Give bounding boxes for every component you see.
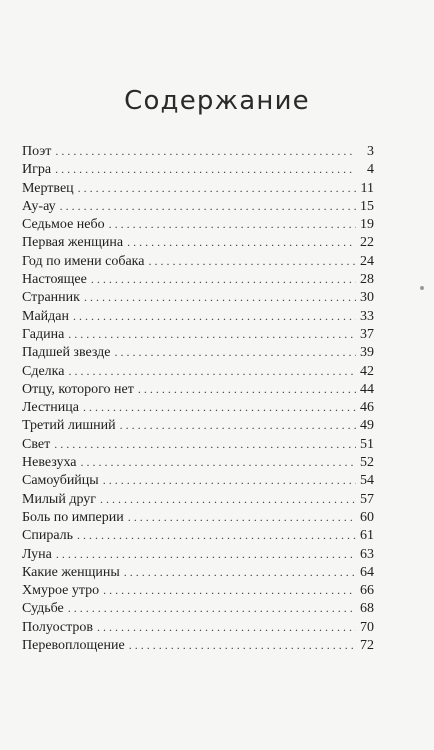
entry-page: 42 bbox=[360, 363, 374, 379]
toc-entry bbox=[22, 435, 374, 453]
entry-title: Невезуха bbox=[22, 455, 77, 471]
dot-leader bbox=[124, 563, 356, 581]
entry-title: Игра bbox=[22, 162, 52, 178]
entry-title: Свет bbox=[22, 436, 51, 452]
toc-entry bbox=[22, 471, 374, 489]
entry-page: 57 bbox=[360, 491, 374, 507]
entry-title: Какие женщины bbox=[22, 564, 120, 580]
entry-page: 22 bbox=[360, 235, 374, 251]
entry-title: Поэт bbox=[22, 144, 52, 159]
toc-entry bbox=[22, 490, 374, 508]
toc-entry bbox=[22, 581, 374, 599]
dot-leader bbox=[60, 197, 356, 215]
entry-title: Ау-ау bbox=[22, 198, 56, 214]
dot-leader bbox=[73, 307, 356, 325]
dot-leader bbox=[103, 581, 356, 599]
entry-page: 24 bbox=[360, 253, 374, 269]
entry-page: 68 bbox=[360, 601, 374, 617]
entry-page: 46 bbox=[360, 400, 374, 416]
table-of-contents bbox=[22, 142, 374, 654]
toc-entry bbox=[22, 362, 374, 380]
entry-page: 28 bbox=[360, 272, 374, 288]
dot-leader bbox=[68, 599, 356, 617]
entry-page: 49 bbox=[360, 418, 374, 434]
entry-title: Луна bbox=[22, 546, 52, 562]
toc-entry bbox=[22, 343, 374, 361]
entry-page: 37 bbox=[360, 326, 374, 342]
dot-leader bbox=[68, 325, 356, 343]
entry-page: 4 bbox=[367, 162, 374, 178]
toc-entry bbox=[22, 398, 374, 416]
toc-entry bbox=[22, 142, 374, 160]
dot-leader bbox=[103, 471, 356, 489]
dot-leader bbox=[78, 179, 356, 197]
entry-title: Отцу, которого нет bbox=[22, 381, 134, 397]
toc-entry bbox=[22, 563, 374, 581]
dot-leader bbox=[138, 380, 356, 398]
entry-page: 44 bbox=[360, 381, 374, 397]
dot-leader bbox=[115, 343, 357, 361]
toc-entry bbox=[22, 416, 374, 434]
entry-title: Падшей звезде bbox=[22, 345, 111, 361]
entry-title: Третий лишний bbox=[22, 418, 116, 434]
dot-leader bbox=[91, 270, 356, 288]
entry-page: 66 bbox=[360, 583, 374, 599]
entry-title: Спираль bbox=[22, 528, 74, 544]
entry-page: 61 bbox=[360, 528, 374, 544]
entry-title: Гадина bbox=[22, 326, 65, 342]
toc-entry bbox=[22, 288, 374, 306]
toc-entry bbox=[22, 233, 374, 251]
entry-page: 33 bbox=[360, 308, 374, 324]
toc-entry bbox=[22, 508, 374, 526]
toc-entry bbox=[22, 545, 374, 563]
toc-entry bbox=[22, 197, 374, 215]
entry-title: Полуостров bbox=[22, 619, 94, 635]
entry-page: 3 bbox=[367, 144, 374, 159]
entry-title: Год по имени собака bbox=[22, 253, 145, 269]
entry-title: Судьбе bbox=[22, 601, 64, 617]
entry-title: Боль по империи bbox=[22, 509, 124, 525]
toc-entry bbox=[22, 380, 374, 398]
toc-entry bbox=[22, 270, 374, 288]
toc-entry bbox=[22, 179, 374, 197]
dot-leader bbox=[55, 160, 356, 178]
dot-leader bbox=[129, 636, 356, 654]
entry-title: Сделка bbox=[22, 363, 65, 379]
toc-entry bbox=[22, 618, 374, 636]
entry-page: 70 bbox=[360, 619, 374, 635]
entry-page: 39 bbox=[360, 345, 374, 361]
page-title: Содержание bbox=[124, 86, 310, 116]
dot-leader bbox=[109, 215, 356, 233]
dot-leader bbox=[127, 233, 356, 251]
entry-page: 15 bbox=[360, 198, 374, 214]
dot-leader bbox=[55, 142, 356, 160]
entry-title: Майдан bbox=[22, 308, 69, 324]
toc-entry bbox=[22, 636, 374, 654]
entry-page: 19 bbox=[360, 217, 374, 233]
entry-title: Самоубийцы bbox=[22, 473, 99, 489]
dot-leader bbox=[100, 490, 356, 508]
toc-entry bbox=[22, 526, 374, 544]
entry-page: 54 bbox=[360, 473, 374, 489]
entry-page: 52 bbox=[360, 455, 374, 471]
entry-page: 30 bbox=[360, 290, 374, 306]
toc-entry bbox=[22, 453, 374, 471]
toc-entry bbox=[22, 599, 374, 617]
entry-title: Мертвец bbox=[22, 180, 74, 196]
entry-page: 63 bbox=[360, 546, 374, 562]
entry-title: Седьмое небо bbox=[22, 217, 105, 233]
entry-page: 51 bbox=[360, 436, 374, 452]
entry-title: Перевоплощение bbox=[22, 638, 125, 654]
entry-page: 72 bbox=[360, 638, 374, 654]
entry-title: Лестница bbox=[22, 400, 79, 416]
dot-leader bbox=[54, 435, 356, 453]
dot-leader bbox=[97, 618, 356, 636]
toc-entry bbox=[22, 307, 374, 325]
dot-leader bbox=[128, 508, 356, 526]
dot-leader bbox=[83, 398, 356, 416]
page-speck bbox=[420, 286, 424, 290]
toc-entry bbox=[22, 325, 374, 343]
toc-entry bbox=[22, 252, 374, 270]
toc-entry bbox=[22, 160, 374, 178]
entry-page: 64 bbox=[360, 564, 374, 580]
entry-title: Первая женщина bbox=[22, 235, 124, 251]
entry-title: Милый друг bbox=[22, 491, 97, 507]
entry-page: 60 bbox=[360, 509, 374, 525]
dot-leader bbox=[56, 545, 356, 563]
dot-leader bbox=[81, 453, 356, 471]
dot-leader bbox=[77, 526, 356, 544]
entry-title: Странник bbox=[22, 290, 80, 306]
entry-title: Настоящее bbox=[22, 272, 87, 288]
entry-title: Хмурое утро bbox=[22, 583, 100, 599]
dot-leader bbox=[68, 362, 356, 380]
toc-entry bbox=[22, 215, 374, 233]
dot-leader bbox=[148, 252, 356, 270]
dot-leader bbox=[84, 288, 356, 306]
dot-leader bbox=[120, 416, 356, 434]
entry-page: 11 bbox=[360, 180, 374, 196]
